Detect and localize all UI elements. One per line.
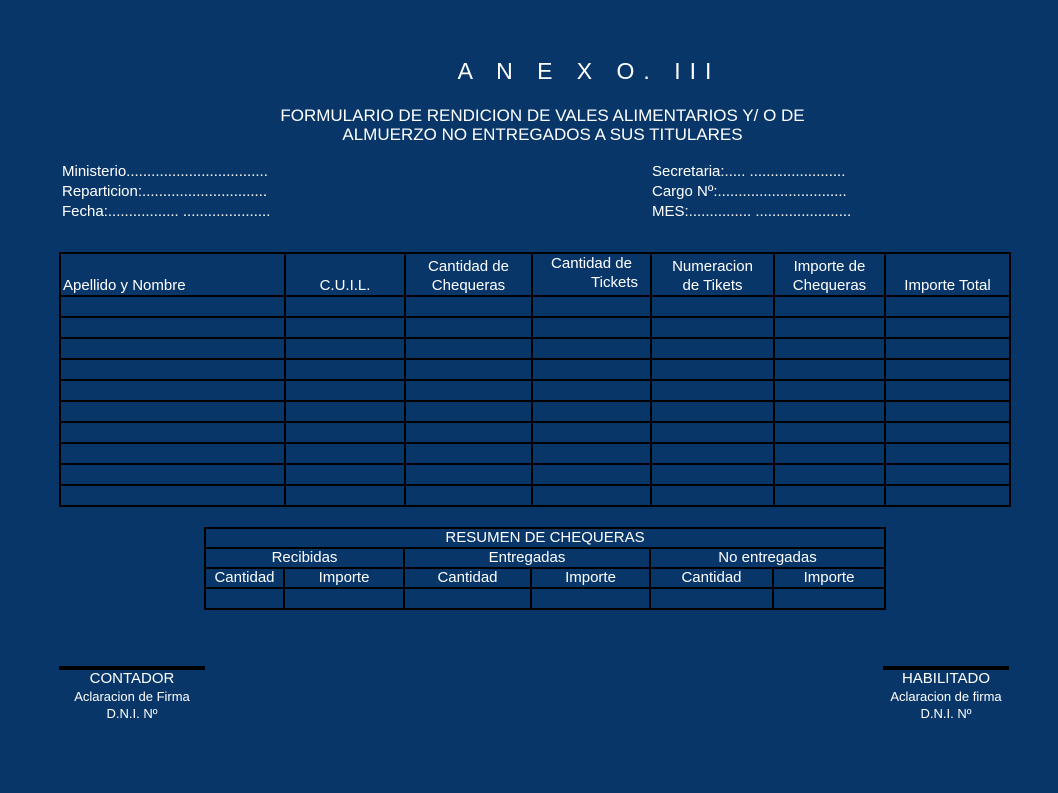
group-no-entregadas: No entregadas [650,548,885,568]
table-cell[interactable] [60,359,285,380]
summary-title-row [205,528,885,548]
left-fields [62,162,270,222]
table-cell[interactable] [532,485,651,506]
signature-dni: D.N.I. Nº [920,706,972,721]
signature-clarification: Aclaracion de Firma [74,689,190,704]
table-cell[interactable] [885,401,1010,422]
signature-role: CONTADOR [89,670,175,687]
table-cell[interactable] [60,401,285,422]
signature-role: HABILITADO [901,670,991,687]
table-cell[interactable] [651,443,774,464]
table-cell[interactable] [285,422,405,443]
table-cell[interactable] [774,401,885,422]
table-cell[interactable] [885,464,1010,485]
table-cell[interactable] [774,296,885,317]
table-row [60,485,1010,506]
table-cell[interactable] [405,338,532,359]
table-cell[interactable] [60,296,285,317]
table-cell[interactable] [651,317,774,338]
table-cell[interactable] [285,485,405,506]
group-entregadas: Entregadas [404,548,650,568]
table-cell[interactable] [285,443,405,464]
table-cell[interactable] [774,422,885,443]
signature-clarification: Aclaracion de firma [890,689,1002,704]
table-header-row [60,253,1010,296]
header-cantidad-tickets: Cantidad de Tickets [532,253,651,296]
table-cell[interactable] [60,338,285,359]
table-cell[interactable] [651,296,774,317]
table-cell[interactable] [532,464,651,485]
table-cell[interactable] [405,359,532,380]
table-cell[interactable] [651,401,774,422]
table-cell[interactable] [885,443,1010,464]
summary-group-row [205,548,885,568]
table-cell[interactable] [774,380,885,401]
table-cell[interactable] [774,359,885,380]
table-cell[interactable] [60,464,285,485]
table-cell[interactable] [774,317,885,338]
table-row [60,359,1010,380]
table-row [60,422,1010,443]
table-cell[interactable] [532,359,651,380]
table-cell[interactable] [885,422,1010,443]
table-row [60,401,1010,422]
table-cell[interactable] [60,485,285,506]
table-cell[interactable] [405,464,532,485]
table-cell[interactable] [285,338,405,359]
table-cell[interactable] [532,443,651,464]
entregadas-cantidad-cell[interactable] [404,588,531,609]
summary-title: RESUMEN DE CHEQUERAS [205,528,885,548]
table-cell[interactable] [885,485,1010,506]
table-cell[interactable] [405,485,532,506]
group-recibidas: Recibidas [205,548,404,568]
signature-dni: D.N.I. Nº [106,706,158,721]
table-cell[interactable] [285,317,405,338]
form-title-line-1: FORMULARIO DE RENDICION DE VALES ALIMENTARIOS Y/ O DE [280,106,805,125]
form-title [0,106,1058,144]
table-cell[interactable] [885,359,1010,380]
fecha-field: Fecha:................. ..................... [62,203,271,220]
secretaria-field: Secretaria:..... ....................... [652,163,846,180]
entregadas-importe-header: Importe [531,568,650,588]
mes-field: MES:............... ....................... [652,203,852,220]
table-cell[interactable] [774,464,885,485]
table-cell[interactable] [532,338,651,359]
table-cell[interactable] [60,443,285,464]
summary-subheader-row [205,568,885,588]
table-cell[interactable] [774,338,885,359]
no-entregadas-cantidad-cell[interactable] [650,588,773,609]
table-cell[interactable] [60,380,285,401]
table-row [60,464,1010,485]
table-cell[interactable] [532,422,651,443]
habilitado-signature [874,666,1018,722]
no-entregadas-importe-cell[interactable] [773,588,885,609]
table-cell[interactable] [532,380,651,401]
right-fields [652,162,851,222]
table-cell[interactable] [405,380,532,401]
table-cell[interactable] [285,401,405,422]
recibidas-cantidad-header: Cantidad [205,568,284,588]
table-cell[interactable] [60,317,285,338]
table-cell[interactable] [532,401,651,422]
recibidas-cantidad-cell[interactable] [205,588,284,609]
form-title-line-2: ALMUERZO NO ENTREGADOS A SUS TITULARES [342,125,743,144]
table-cell[interactable] [285,380,405,401]
table-cell[interactable] [405,422,532,443]
reparticion-field: Reparticion:.............................. [62,183,268,200]
header-importe-chequeras: Importe de Chequeras [774,253,885,296]
table-cell[interactable] [60,422,285,443]
ministerio-field: Ministerio.................................. [62,163,268,180]
entregadas-cantidad-header: Cantidad [404,568,531,588]
table-cell[interactable] [651,485,774,506]
table-cell[interactable] [885,296,1010,317]
table-row [60,317,1010,338]
no-entregadas-importe-header: Importe [773,568,885,588]
no-entregadas-cantidad-header: Cantidad [650,568,773,588]
summary-entry-row [205,588,885,609]
table-cell[interactable] [405,317,532,338]
annex-heading: A N E X O. III [457,58,721,84]
contador-signature [58,666,206,722]
table-row [60,296,1010,317]
table-cell[interactable] [651,422,774,443]
table-cell[interactable] [885,317,1010,338]
table-cell[interactable] [405,296,532,317]
table-cell[interactable] [885,380,1010,401]
entregadas-importe-cell[interactable] [531,588,650,609]
header-importe-total: Importe Total [885,253,1010,296]
header-numeracion-tikets: Numeracion de Tikets [651,253,774,296]
table-cell[interactable] [285,464,405,485]
table-row [60,338,1010,359]
table-cell[interactable] [405,443,532,464]
table-cell[interactable] [651,464,774,485]
header-apellido-nombre: Apellido y Nombre [60,253,285,296]
table-cell[interactable] [774,485,885,506]
table-cell[interactable] [651,338,774,359]
table-cell[interactable] [651,380,774,401]
table-row [60,443,1010,464]
table-cell[interactable] [651,359,774,380]
table-cell[interactable] [532,317,651,338]
table-cell[interactable] [532,296,651,317]
table-cell[interactable] [285,359,405,380]
recibidas-importe-header: Importe [284,568,404,588]
detail-table [59,252,1011,507]
recibidas-importe-cell[interactable] [284,588,404,609]
table-cell[interactable] [774,443,885,464]
header-cuil: C.U.I.L. [285,253,405,296]
header-cantidad-chequeras: Cantidad de Chequeras [405,253,532,296]
table-cell[interactable] [885,338,1010,359]
summary-table [204,527,886,610]
table-cell[interactable] [405,401,532,422]
table-cell[interactable] [285,296,405,317]
cargo-field: Cargo Nº:............................... [652,183,847,200]
table-row [60,380,1010,401]
